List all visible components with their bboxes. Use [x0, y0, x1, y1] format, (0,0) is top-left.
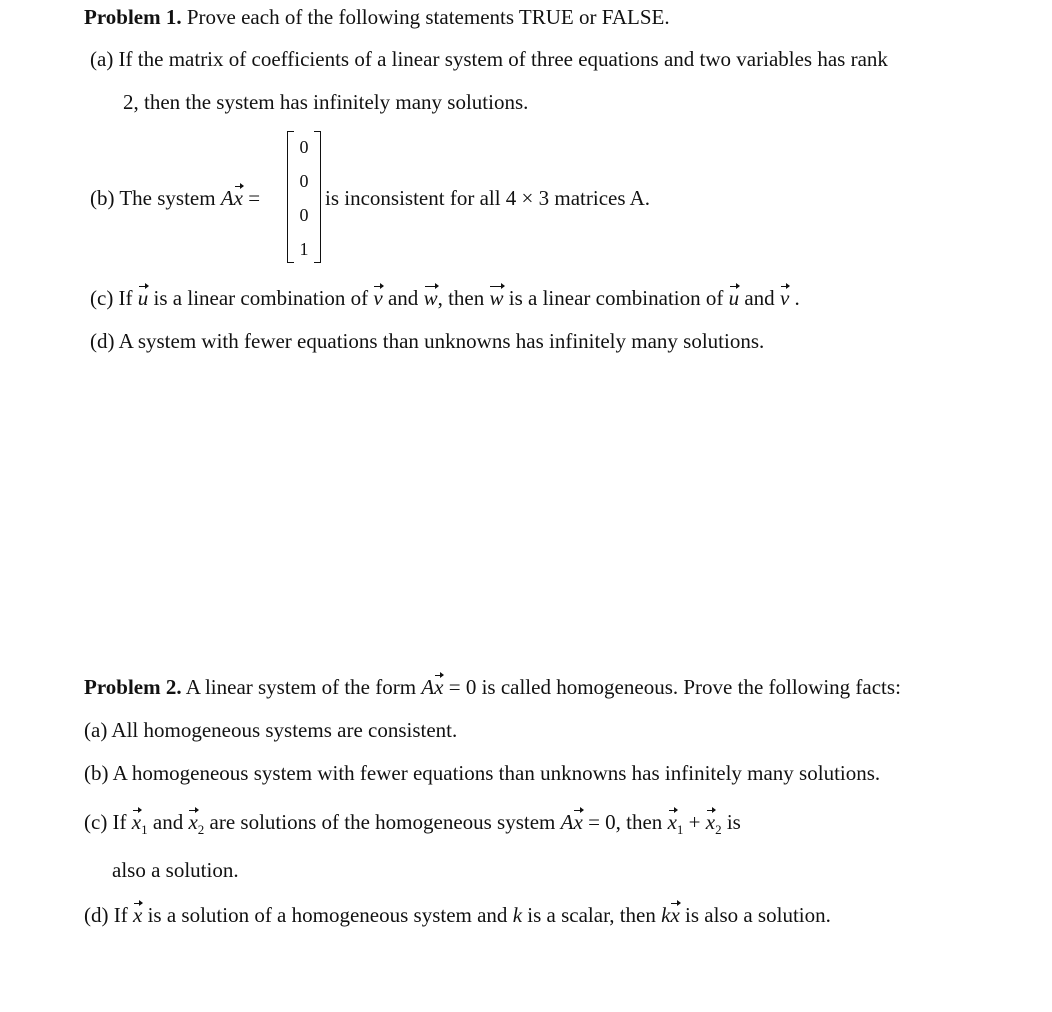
subscript: 1: [141, 822, 148, 837]
subscript: 1: [676, 822, 684, 837]
matrix-entry: 0: [299, 137, 309, 157]
matrix-entry: 0: [299, 205, 309, 225]
text: (c) If: [84, 810, 127, 834]
problem-1-intro: Prove each of the following statements TRUE or FALSE.: [186, 5, 670, 29]
text: and: [744, 286, 775, 310]
text: is a solution of a homogeneous system and: [147, 903, 508, 927]
matrix-A: A: [220, 186, 234, 210]
text: is a scalar, then: [527, 903, 656, 927]
subscript: 2: [715, 822, 722, 837]
problem-1-heading: [84, 4, 670, 30]
vector-x: x: [573, 810, 583, 834]
text: and: [387, 286, 419, 310]
problem-1b-statement: [90, 185, 260, 211]
problem-2c-line-2: also a solution.: [112, 858, 239, 882]
text: , then: [437, 286, 485, 310]
vector-x: x: [705, 810, 716, 834]
matrix-A: A: [421, 675, 435, 699]
text: .: [794, 286, 800, 310]
vector-v: v: [779, 286, 790, 310]
problem-1c-label: (c) If: [90, 286, 133, 310]
matrix-entry: 1: [299, 239, 309, 259]
problem-1-title: Problem 1.: [84, 5, 182, 29]
problem-1d-line: (d) A system with fewer equations than unknowns has infinitely many solutions.: [90, 329, 765, 353]
problem-2-title: Problem 2.: [84, 675, 182, 699]
equals-zero-vector: = 0: [448, 675, 477, 699]
scalar-k: k: [661, 903, 671, 927]
problem-2d-statement: [84, 902, 831, 928]
vector-x: x: [667, 810, 677, 834]
text: is a linear combination of: [508, 286, 724, 310]
vector-u: u: [137, 286, 149, 310]
equals-zero-vector: = 0: [588, 810, 616, 834]
vector-x: x: [434, 675, 444, 699]
problem-1a-line-2: 2, then the system has infinitely many solutions.: [123, 90, 529, 114]
vector-w: w: [489, 286, 504, 310]
text: , then: [615, 810, 663, 834]
text: is a linear combination of: [153, 286, 369, 310]
problem-2-intro-part-2: is called homogeneous. Prove the following facts:: [481, 675, 901, 699]
vector-x: x: [233, 186, 243, 210]
scalar-k: k: [512, 903, 523, 927]
column-vector-matrix: [287, 131, 321, 263]
vector-u: u: [728, 286, 740, 310]
vector-v: v: [373, 286, 383, 310]
vector-w: w: [423, 286, 438, 310]
text: is: [726, 810, 741, 834]
vector-x: x: [132, 903, 143, 927]
problem-2c-statement: [84, 809, 741, 843]
vector-x: x: [131, 810, 142, 834]
equals-sign: =: [248, 186, 261, 210]
vector-x: x: [188, 810, 198, 834]
problem-2-intro-part-1: A linear system of the form: [185, 675, 417, 699]
problem-2-heading: [84, 674, 901, 700]
vector-x: x: [670, 903, 680, 927]
problem-1c-statement: [90, 285, 800, 311]
text: is also a solution.: [685, 903, 831, 927]
text: are solutions of the homogeneous system: [209, 810, 556, 834]
text: and: [152, 810, 184, 834]
problem-2a-line: (a) All homogeneous systems are consistent.: [84, 718, 458, 742]
subscript: 2: [197, 822, 205, 837]
problem-1b-rest: is inconsistent for all 4 × 3 matrices A.: [325, 186, 651, 210]
text: (d) If: [84, 903, 128, 927]
matrix-A: A: [560, 810, 574, 834]
problem-2b-line: (b) A homogeneous system with fewer equations than unknowns has infinitely many solutions.: [84, 761, 881, 785]
problem-1a-line-1: (a) If the matrix of coefficients of a linear system of three equations and two variables has rank: [90, 47, 888, 71]
matrix-entry: 0: [299, 171, 309, 191]
problem-1b-label: (b) The system: [90, 186, 216, 210]
plus-sign: +: [688, 810, 701, 834]
